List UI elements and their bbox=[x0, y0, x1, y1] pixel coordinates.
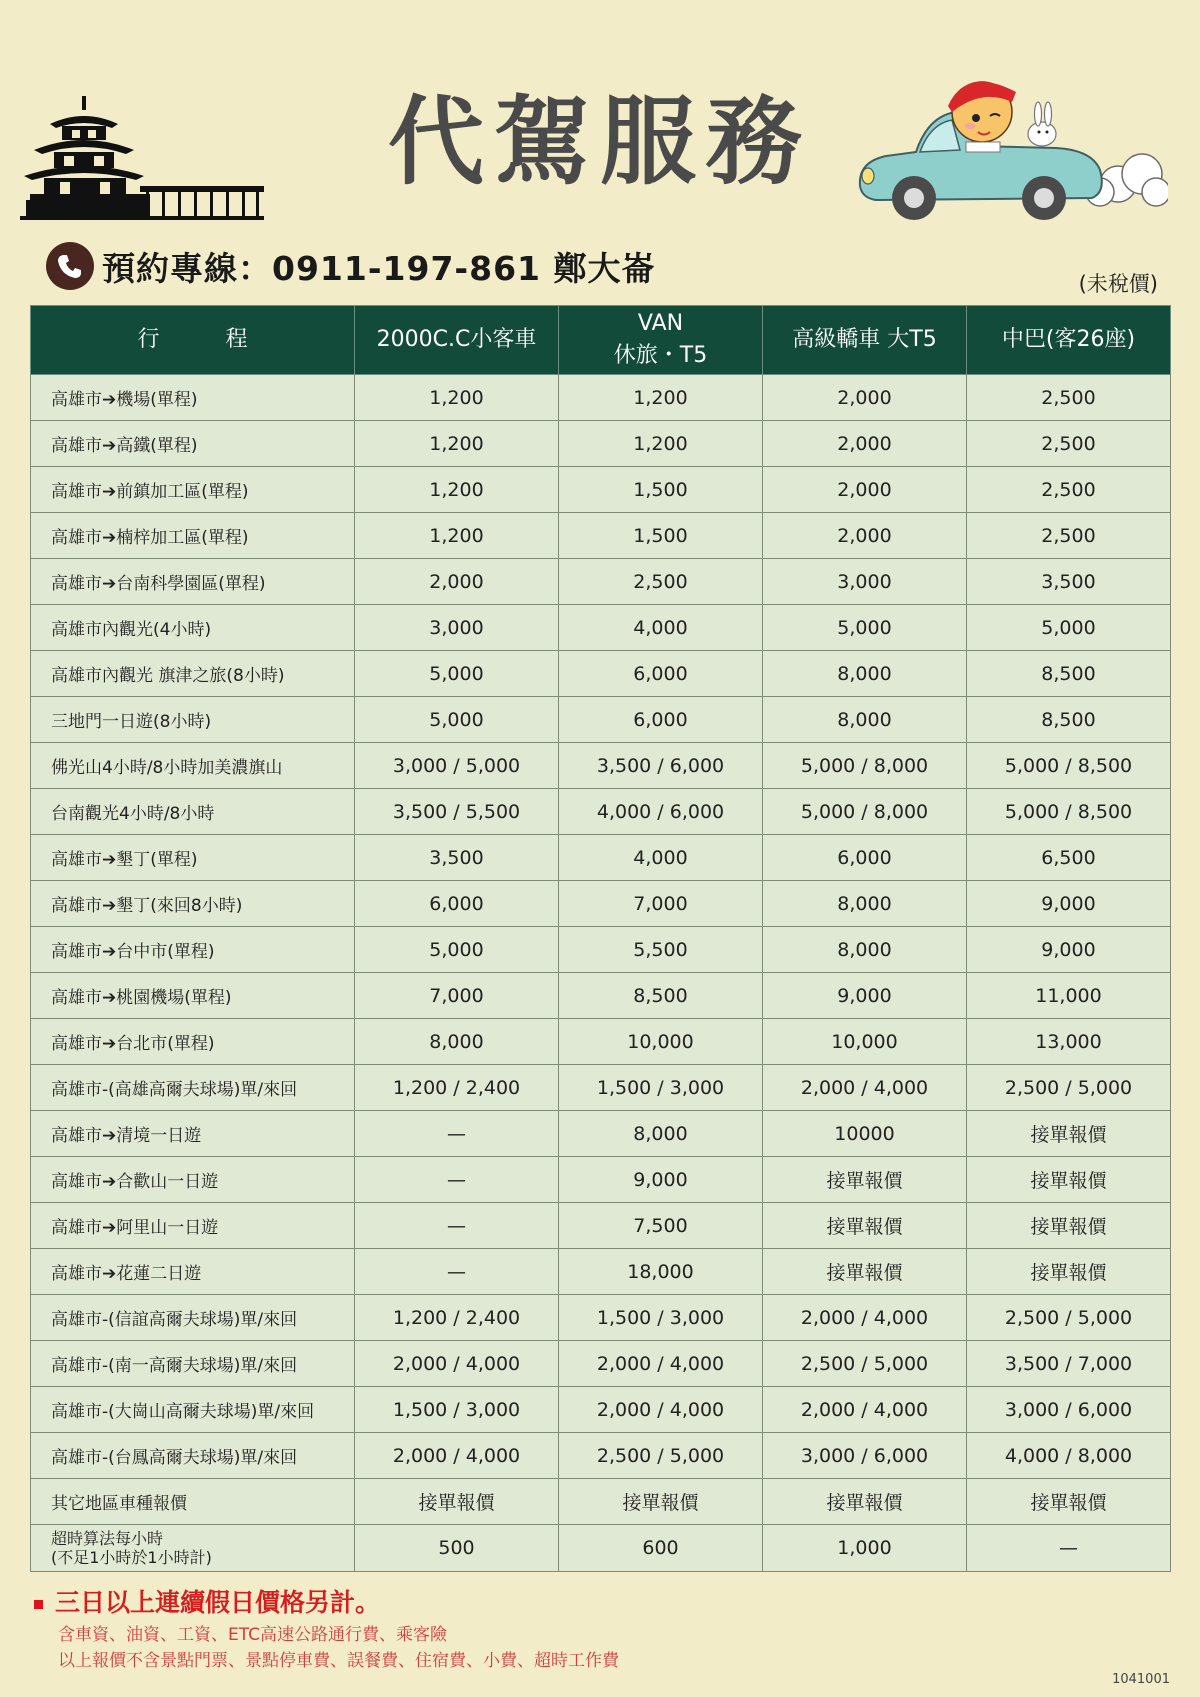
header-luxury: 高級轎車 大T5 bbox=[763, 306, 967, 375]
table-row bbox=[31, 605, 1171, 651]
price-cell-car: 3,500 bbox=[355, 835, 559, 881]
header-route: 行 程 bbox=[31, 306, 355, 375]
route-cell: 高雄市➔花蓮二日遊 bbox=[31, 1249, 355, 1295]
table-row bbox=[31, 789, 1171, 835]
price-cell-bus: 接單報價 bbox=[967, 1111, 1171, 1157]
table-row bbox=[31, 1157, 1171, 1203]
price-cell-car: 8,000 bbox=[355, 1019, 559, 1065]
price-cell-car: — bbox=[355, 1203, 559, 1249]
route-cell: 高雄市➔清境一日遊 bbox=[31, 1111, 355, 1157]
price-cell-car: — bbox=[355, 1157, 559, 1203]
price-cell-van: 1,500 / 3,000 bbox=[559, 1065, 763, 1111]
header-van-line1: VAN bbox=[637, 311, 684, 336]
price-cell-luxury: 3,000 / 6,000 bbox=[763, 1433, 967, 1479]
price-cell-van: 4,000 bbox=[559, 605, 763, 651]
price-cell-bus: 接單報價 bbox=[967, 1479, 1171, 1525]
table-row bbox=[31, 1341, 1171, 1387]
excludes-note: 以上報價不含景點門票、景點停車費、誤餐費、住宿費、小費、超時工作費 bbox=[58, 1651, 619, 1671]
hotline-text: 預約專線：0911-197-861 鄭大崙 bbox=[102, 248, 656, 288]
price-cell-luxury: 10000 bbox=[763, 1111, 967, 1157]
price-cell-van: 8,500 bbox=[559, 973, 763, 1019]
route-cell: 佛光山4小時/8小時加美濃旗山 bbox=[31, 743, 355, 789]
price-cell-van: 2,000 / 4,000 bbox=[559, 1341, 763, 1387]
price-cell-bus: 2,500 bbox=[967, 421, 1171, 467]
price-cell-luxury: 5,000 bbox=[763, 605, 967, 651]
table-row bbox=[31, 467, 1171, 513]
price-cell-car: 3,000 / 5,000 bbox=[355, 743, 559, 789]
price-cell-bus: 3,500 / 7,000 bbox=[967, 1341, 1171, 1387]
booking-hotline bbox=[46, 240, 656, 292]
price-cell-car: 2,000 / 4,000 bbox=[355, 1433, 559, 1479]
price-cell-luxury: 2,000 / 4,000 bbox=[763, 1295, 967, 1341]
price-cell-bus: 接單報價 bbox=[967, 1157, 1171, 1203]
price-cell-luxury: 9,000 bbox=[763, 973, 967, 1019]
table-row bbox=[31, 1019, 1171, 1065]
price-cell-van: 1,200 bbox=[559, 421, 763, 467]
overtime-price-van: 600 bbox=[559, 1525, 763, 1572]
price-cell-car: 1,200 bbox=[355, 513, 559, 559]
overtime-price-luxury: 1,000 bbox=[763, 1525, 967, 1572]
price-cell-van: 10,000 bbox=[559, 1019, 763, 1065]
header-van-line2: 休旅・T5 bbox=[613, 343, 708, 368]
price-cell-luxury: 2,000 / 4,000 bbox=[763, 1387, 967, 1433]
route-cell: 高雄市內觀光(4小時) bbox=[31, 605, 355, 651]
route-cell: 高雄市➔楠梓加工區(單程) bbox=[31, 513, 355, 559]
price-cell-car: — bbox=[355, 1111, 559, 1157]
price-cell-luxury: 5,000 / 8,000 bbox=[763, 743, 967, 789]
route-cell: 高雄市-(大崗山高爾夫球場)單/來回 bbox=[31, 1387, 355, 1433]
table-row bbox=[31, 1065, 1171, 1111]
phone-icon bbox=[46, 242, 94, 290]
price-cell-luxury: 2,000 bbox=[763, 467, 967, 513]
price-cell-car: 6,000 bbox=[355, 881, 559, 927]
price-cell-car: — bbox=[355, 1249, 559, 1295]
table-row bbox=[31, 927, 1171, 973]
price-cell-luxury: 3,000 bbox=[763, 559, 967, 605]
price-cell-car: 1,200 / 2,400 bbox=[355, 1065, 559, 1111]
price-cell-van: 1,500 bbox=[559, 513, 763, 559]
route-cell: 高雄市內觀光 旗津之旅(8小時) bbox=[31, 651, 355, 697]
table-row bbox=[31, 421, 1171, 467]
table-row bbox=[31, 1203, 1171, 1249]
table-row bbox=[31, 1295, 1171, 1341]
cartoon-car-icon bbox=[856, 66, 1168, 232]
header-car: 2000C.C小客車 bbox=[355, 306, 559, 375]
price-cell-bus: 3,500 bbox=[967, 559, 1171, 605]
bullet-icon bbox=[34, 1600, 43, 1609]
price-cell-bus: 2,500 / 5,000 bbox=[967, 1295, 1171, 1341]
route-cell: 高雄市➔前鎮加工區(單程) bbox=[31, 467, 355, 513]
price-cell-luxury: 接單報價 bbox=[763, 1249, 967, 1295]
price-cell-car: 1,500 / 3,000 bbox=[355, 1387, 559, 1433]
table-row bbox=[31, 1479, 1171, 1525]
table-row bbox=[31, 559, 1171, 605]
price-cell-car: 5,000 bbox=[355, 697, 559, 743]
table-header-row bbox=[31, 306, 1171, 375]
route-cell: 高雄市➔台北市(單程) bbox=[31, 1019, 355, 1065]
route-cell: 高雄市➔高鐵(單程) bbox=[31, 421, 355, 467]
price-cell-bus: 5,000 bbox=[967, 605, 1171, 651]
price-cell-bus: 5,000 / 8,500 bbox=[967, 789, 1171, 835]
header-van bbox=[559, 306, 763, 375]
route-cell: 高雄市➔合歡山一日遊 bbox=[31, 1157, 355, 1203]
price-cell-luxury: 2,000 bbox=[763, 421, 967, 467]
price-cell-luxury: 2,000 bbox=[763, 375, 967, 421]
table-row bbox=[31, 651, 1171, 697]
table-row bbox=[31, 1111, 1171, 1157]
table-row bbox=[31, 375, 1171, 421]
price-cell-bus: 2,500 bbox=[967, 513, 1171, 559]
price-cell-van: 3,500 / 6,000 bbox=[559, 743, 763, 789]
price-cell-luxury: 10,000 bbox=[763, 1019, 967, 1065]
price-table bbox=[30, 305, 1171, 1572]
price-cell-bus: 11,000 bbox=[967, 973, 1171, 1019]
price-cell-bus: 3,000 / 6,000 bbox=[967, 1387, 1171, 1433]
route-cell: 高雄市➔台南科學園區(單程) bbox=[31, 559, 355, 605]
price-cell-luxury: 接單報價 bbox=[763, 1203, 967, 1249]
price-cell-van: 1,200 bbox=[559, 375, 763, 421]
price-cell-luxury: 8,000 bbox=[763, 927, 967, 973]
price-cell-van: 7,500 bbox=[559, 1203, 763, 1249]
table-row bbox=[31, 1387, 1171, 1433]
price-cell-van: 6,000 bbox=[559, 697, 763, 743]
price-cell-car: 5,000 bbox=[355, 651, 559, 697]
price-cell-bus: 2,500 / 5,000 bbox=[967, 1065, 1171, 1111]
price-cell-van: 4,000 / 6,000 bbox=[559, 789, 763, 835]
price-cell-car: 5,000 bbox=[355, 927, 559, 973]
price-cell-van: 5,500 bbox=[559, 927, 763, 973]
table-row bbox=[31, 835, 1171, 881]
price-cell-van: 4,000 bbox=[559, 835, 763, 881]
price-cell-luxury: 5,000 / 8,000 bbox=[763, 789, 967, 835]
route-cell: 高雄市-(高雄高爾夫球場)單/來回 bbox=[31, 1065, 355, 1111]
price-cell-luxury: 8,000 bbox=[763, 697, 967, 743]
route-cell: 高雄市-(南一高爾夫球場)單/來回 bbox=[31, 1341, 355, 1387]
price-cell-car: 2,000 / 4,000 bbox=[355, 1341, 559, 1387]
overtime-row bbox=[31, 1525, 1171, 1572]
price-cell-bus: 8,500 bbox=[967, 651, 1171, 697]
tax-note: (未稅價) bbox=[1078, 272, 1158, 296]
route-cell: 高雄市-(台鳳高爾夫球場)單/來回 bbox=[31, 1433, 355, 1479]
price-cell-van: 2,500 / 5,000 bbox=[559, 1433, 763, 1479]
route-cell: 高雄市➔桃園機場(單程) bbox=[31, 973, 355, 1019]
price-cell-luxury: 接單報價 bbox=[763, 1157, 967, 1203]
price-cell-van: 2,500 bbox=[559, 559, 763, 605]
price-cell-bus: 13,000 bbox=[967, 1019, 1171, 1065]
table-row bbox=[31, 513, 1171, 559]
pagoda-silhouette-icon bbox=[20, 96, 264, 220]
route-cell: 高雄市➔機場(單程) bbox=[31, 375, 355, 421]
table-row bbox=[31, 697, 1171, 743]
price-cell-bus: 接單報價 bbox=[967, 1249, 1171, 1295]
price-cell-bus: 8,500 bbox=[967, 697, 1171, 743]
price-cell-car: 接單報價 bbox=[355, 1479, 559, 1525]
price-cell-van: 1,500 bbox=[559, 467, 763, 513]
overtime-route-cell bbox=[31, 1525, 355, 1572]
overtime-price-car: 500 bbox=[355, 1525, 559, 1572]
holiday-note bbox=[34, 1583, 380, 1619]
price-cell-van: 1,500 / 3,000 bbox=[559, 1295, 763, 1341]
header-bus: 中巴(客26座) bbox=[967, 306, 1171, 375]
overtime-label: 超時算法每小時 bbox=[51, 1529, 164, 1548]
price-cell-bus: 9,000 bbox=[967, 927, 1171, 973]
price-cell-car: 1,200 bbox=[355, 421, 559, 467]
table-row bbox=[31, 1433, 1171, 1479]
route-cell: 台南觀光4小時/8小時 bbox=[31, 789, 355, 835]
table-row bbox=[31, 881, 1171, 927]
price-cell-bus: 5,000 / 8,500 bbox=[967, 743, 1171, 789]
price-cell-bus: 6,500 bbox=[967, 835, 1171, 881]
route-cell: 高雄市➔阿里山一日遊 bbox=[31, 1203, 355, 1249]
price-cell-van: 6,000 bbox=[559, 651, 763, 697]
price-cell-luxury: 2,500 / 5,000 bbox=[763, 1341, 967, 1387]
holiday-note-text: 三日以上連續假日價格另計。 bbox=[55, 1588, 381, 1617]
route-cell: 高雄市➔墾丁(單程) bbox=[31, 835, 355, 881]
table-row bbox=[31, 743, 1171, 789]
price-cell-bus: 2,500 bbox=[967, 467, 1171, 513]
price-cell-luxury: 6,000 bbox=[763, 835, 967, 881]
price-cell-car: 1,200 / 2,400 bbox=[355, 1295, 559, 1341]
route-cell: 高雄市-(信誼高爾夫球場)單/來回 bbox=[31, 1295, 355, 1341]
table-row bbox=[31, 1249, 1171, 1295]
price-cell-van: 接單報價 bbox=[559, 1479, 763, 1525]
price-cell-luxury: 8,000 bbox=[763, 651, 967, 697]
document-code: 1041001 bbox=[1112, 1672, 1170, 1687]
price-cell-van: 9,000 bbox=[559, 1157, 763, 1203]
includes-note: 含車資、油資、工資、ETC高速公路通行費、乘客險 bbox=[58, 1625, 447, 1645]
price-cell-bus: 接單報價 bbox=[967, 1203, 1171, 1249]
route-cell: 三地門一日遊(8小時) bbox=[31, 697, 355, 743]
price-cell-car: 1,200 bbox=[355, 375, 559, 421]
table-row bbox=[31, 973, 1171, 1019]
price-cell-car: 2,000 bbox=[355, 559, 559, 605]
route-cell: 其它地區車種報價 bbox=[31, 1479, 355, 1525]
price-cell-van: 8,000 bbox=[559, 1111, 763, 1157]
route-cell: 高雄市➔墾丁(來回8小時) bbox=[31, 881, 355, 927]
page-title: 代駕服務 bbox=[388, 85, 812, 198]
price-cell-car: 1,200 bbox=[355, 467, 559, 513]
price-cell-luxury: 2,000 / 4,000 bbox=[763, 1065, 967, 1111]
price-cell-van: 18,000 bbox=[559, 1249, 763, 1295]
price-cell-bus: 2,500 bbox=[967, 375, 1171, 421]
price-table-body bbox=[31, 375, 1171, 1572]
price-cell-van: 2,000 / 4,000 bbox=[559, 1387, 763, 1433]
price-cell-van: 7,000 bbox=[559, 881, 763, 927]
route-cell: 高雄市➔台中市(單程) bbox=[31, 927, 355, 973]
price-cell-luxury: 接單報價 bbox=[763, 1479, 967, 1525]
price-cell-bus: 4,000 / 8,000 bbox=[967, 1433, 1171, 1479]
price-cell-luxury: 2,000 bbox=[763, 513, 967, 559]
price-cell-car: 3,500 / 5,500 bbox=[355, 789, 559, 835]
price-cell-car: 7,000 bbox=[355, 973, 559, 1019]
price-cell-luxury: 8,000 bbox=[763, 881, 967, 927]
price-cell-car: 3,000 bbox=[355, 605, 559, 651]
overtime-price-bus: — bbox=[967, 1525, 1171, 1572]
price-cell-bus: 9,000 bbox=[967, 881, 1171, 927]
overtime-sublabel: (不足1小時於1小時計) bbox=[51, 1548, 212, 1567]
